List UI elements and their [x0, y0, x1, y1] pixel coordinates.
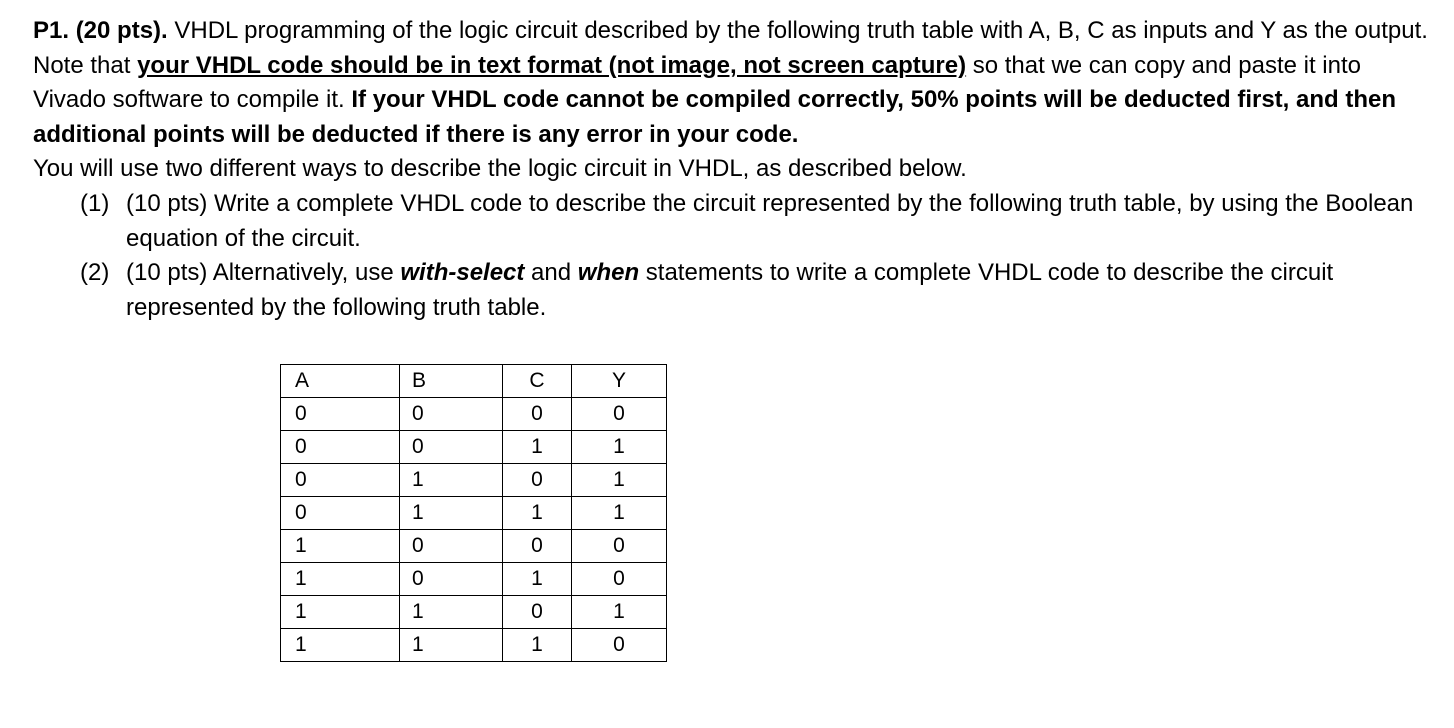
two-ways-text: You will use two different ways to describe the logic circuit in VHDL, as described below. [33, 155, 967, 183]
table-cell: 0 [503, 596, 572, 629]
table-cell: 1 [281, 530, 400, 563]
table-cell: 0 [281, 464, 400, 497]
table-cell: 0 [281, 431, 400, 464]
intro-text-1: VHDL programming of the logic circuit described by the following truth table with A, B, C as inputs and Y as the output. Note that [33, 17, 1428, 79]
table-cell: 0 [503, 464, 572, 497]
table-cell: 1 [281, 563, 400, 596]
table-row [281, 398, 667, 431]
table-cell: 1 [400, 596, 503, 629]
table-cell: 1 [281, 596, 400, 629]
problem-statement [33, 14, 1433, 325]
table-cell: 1 [503, 563, 572, 596]
table-cell: 0 [400, 563, 503, 596]
table-cell: 1 [572, 596, 667, 629]
header-cell-y: Y [572, 365, 667, 398]
table-cell: 1 [503, 497, 572, 530]
table-row [281, 629, 667, 662]
text-format-requirement: your VHDL code should be in text format (not image, not screen capture) [137, 51, 967, 79]
header-cell-a: A [281, 365, 400, 398]
header-cell-c: C [503, 365, 572, 398]
table-cell: 1 [400, 464, 503, 497]
part-2-number: (2) [80, 259, 110, 287]
part-2 [33, 256, 1433, 325]
table-cell: 1 [572, 497, 667, 530]
table-cell: 0 [281, 398, 400, 431]
table-cell: 0 [572, 398, 667, 431]
part-2-text-c: statements to write a complete VHDL code to describe the circuit represented by the following truth table. [126, 259, 1334, 321]
part-2-text-b: and [524, 259, 578, 287]
table-cell: 1 [281, 629, 400, 662]
keyword-when: when [577, 259, 640, 287]
table-cell: 0 [572, 563, 667, 596]
table-row [281, 563, 667, 596]
header-cell-b: B [400, 365, 503, 398]
intro-text-2: so that we can copy and paste it into Vivado software to compile it. [33, 51, 1361, 114]
part-1-number: (1) [80, 189, 110, 217]
table-cell: 1 [572, 464, 667, 497]
problem-label: P1. (20 pts). [33, 17, 168, 44]
part-1 [33, 187, 1433, 256]
truth-table-header-row [281, 365, 667, 398]
table-row [281, 431, 667, 464]
table-cell: 0 [503, 530, 572, 563]
part-2-text-a: (10 pts) Alternatively, use [126, 259, 401, 287]
keyword-with-select: with-select [400, 259, 525, 287]
table-cell: 0 [400, 431, 503, 464]
table-cell: 0 [281, 497, 400, 530]
table-row [281, 464, 667, 497]
table-row [281, 497, 667, 530]
table-cell: 0 [400, 530, 503, 563]
table-row [281, 530, 667, 563]
parts-list [33, 187, 1433, 325]
truth-table [280, 364, 667, 662]
table-cell: 0 [572, 530, 667, 563]
table-row [281, 596, 667, 629]
problem-intro [33, 14, 1433, 152]
table-cell: 1 [400, 629, 503, 662]
compile-warning: If your VHDL code cannot be compiled correctly, 50% points will be deducted first, and then additional points will be deducted if there is any error in your code. [33, 86, 1396, 148]
table-cell: 0 [400, 398, 503, 431]
table-cell: 1 [400, 497, 503, 530]
table-cell: 1 [572, 431, 667, 464]
table-cell: 1 [503, 629, 572, 662]
table-cell: 0 [572, 629, 667, 662]
table-cell: 0 [503, 398, 572, 431]
table-cell: 1 [503, 431, 572, 464]
part-1-text: (10 pts) Write a complete VHDL code to describe the circuit represented by the following truth table, by using the Boolean equation of the circuit. [126, 189, 1414, 252]
